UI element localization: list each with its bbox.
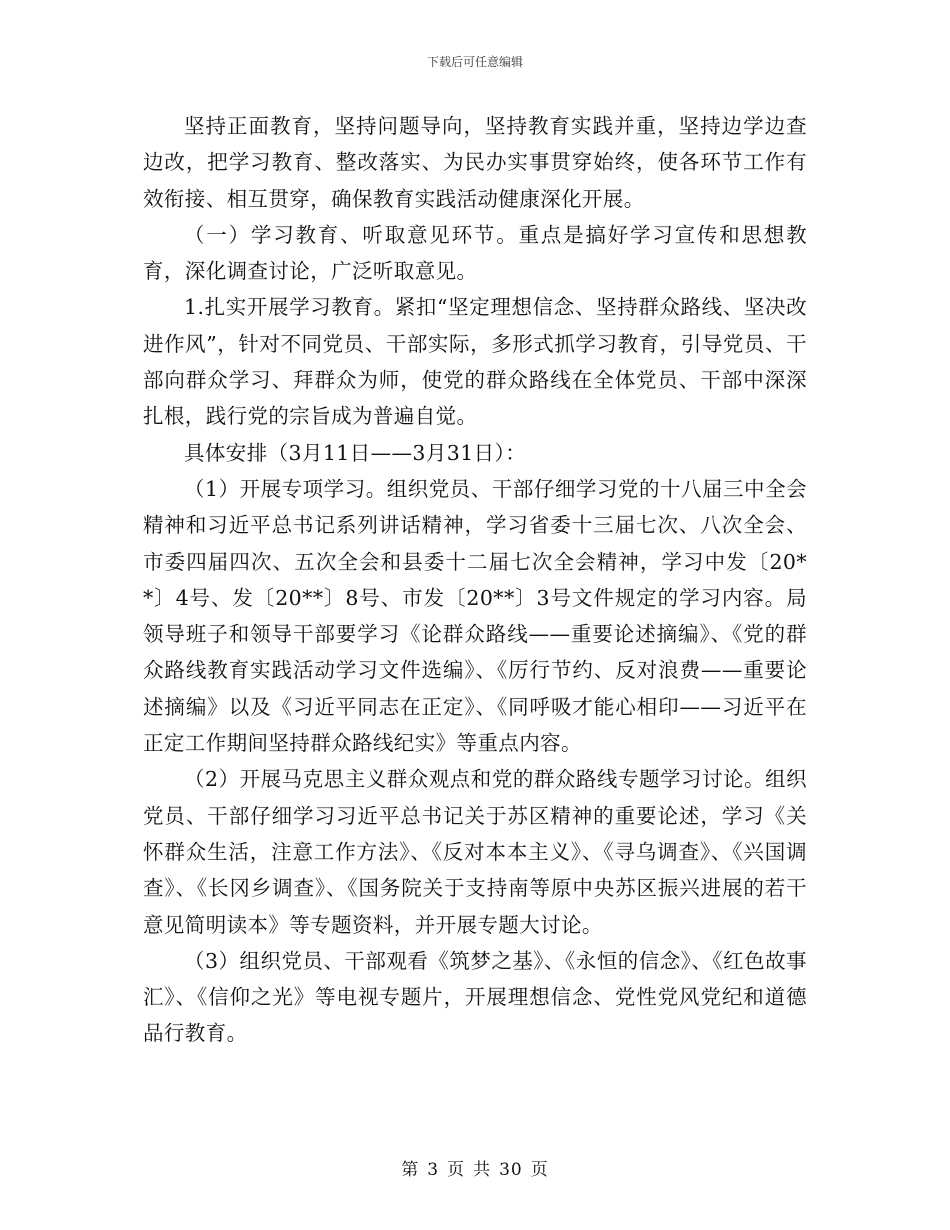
page-footer — [0, 1155, 950, 1180]
paragraph-item-1: 1.扎实开展学习教育。紧扣“坚定理想信念、坚持群众路线、坚决改进作风”，针对不同党员、干部实际，多形式抓学习教育，引导党员、干部向群众学习、拜群众为师，使党的群众路线在全体党员、干部中深深扎根，践行党的宗旨成为普遍自觉。 — [143, 295, 807, 429]
paragraph-subitem-2: （2）开展马克思主义群众观点和党的群众路线专题学习讨论。组织党员、干部仔细学习习近平总书记关于苏区精神的重要论述，学习《关怀群众生活，注意工作方法》、《反对本本主义》、《寻乌调查》、《兴国调查》、《长冈乡调查》、《国务院关于支持南等原中央苏区振兴进展的若干意见简明读本》等专题资料，并开展专题大讨论。 — [143, 767, 807, 937]
footer-label-page: 第 — [401, 1160, 420, 1180]
footer-label-page-unit: 页 — [447, 1160, 466, 1180]
footer-label-total-unit: 页 — [530, 1160, 549, 1180]
paragraph-intro: 坚持正面教育，坚持问题导向，坚持教育实践并重，坚持边学边查边改，把学习教育、整改落实、为民办实事贯穿始终，使各环节工作有效衔接、相互贯穿，确保教育实践活动健康深化开展。 — [143, 114, 807, 211]
page-header: 下载后可任意编辑 — [426, 55, 523, 69]
paragraph-section-heading: （一）学习教育、听取意见环节。重点是搞好学习宣传和思想教育，深化调查讨论，广泛听取意见。 — [143, 222, 807, 284]
paragraph-subitem-3: （3）组织党员、干部观看《筑梦之基》、《永恒的信念》、《红色故事汇》、《信仰之光》等电视专题片，开展理想信念、党性党风党纪和道德品行教育。 — [143, 948, 807, 1046]
document-body — [143, 108, 807, 1052]
footer-current-page: 3 — [427, 1160, 440, 1180]
footer-total-pages: 30 — [499, 1160, 523, 1180]
footer-label-total: 共 — [473, 1160, 492, 1180]
paragraph-subitem-1: （1）开展专项学习。组织党员、干部仔细学习党的十八届三中全会精神和习近平总书记系列讲话精神，学习省委十三届七次、八次全会、市委四届四次、五次全会和县委十二届七次全会精神，学习中发〔20**〕4号、发〔20**〕8号、市发〔20**〕3号文件规定的学习内容。局领导班子和领导干部要学习《论群众路线——重要论述摘编》、《党的群众路线教育实践活动学习文件选编》、《厉行节约、反对浪费——重要论述摘编》以及《习近平同志在正定》、《同呼吸才能心相印——习近平在正定工作期间坚持群众路线纪实》等重点内容。 — [143, 476, 807, 756]
paragraph-schedule: 具体安排（3月11日——3月31日）： — [184, 440, 527, 465]
